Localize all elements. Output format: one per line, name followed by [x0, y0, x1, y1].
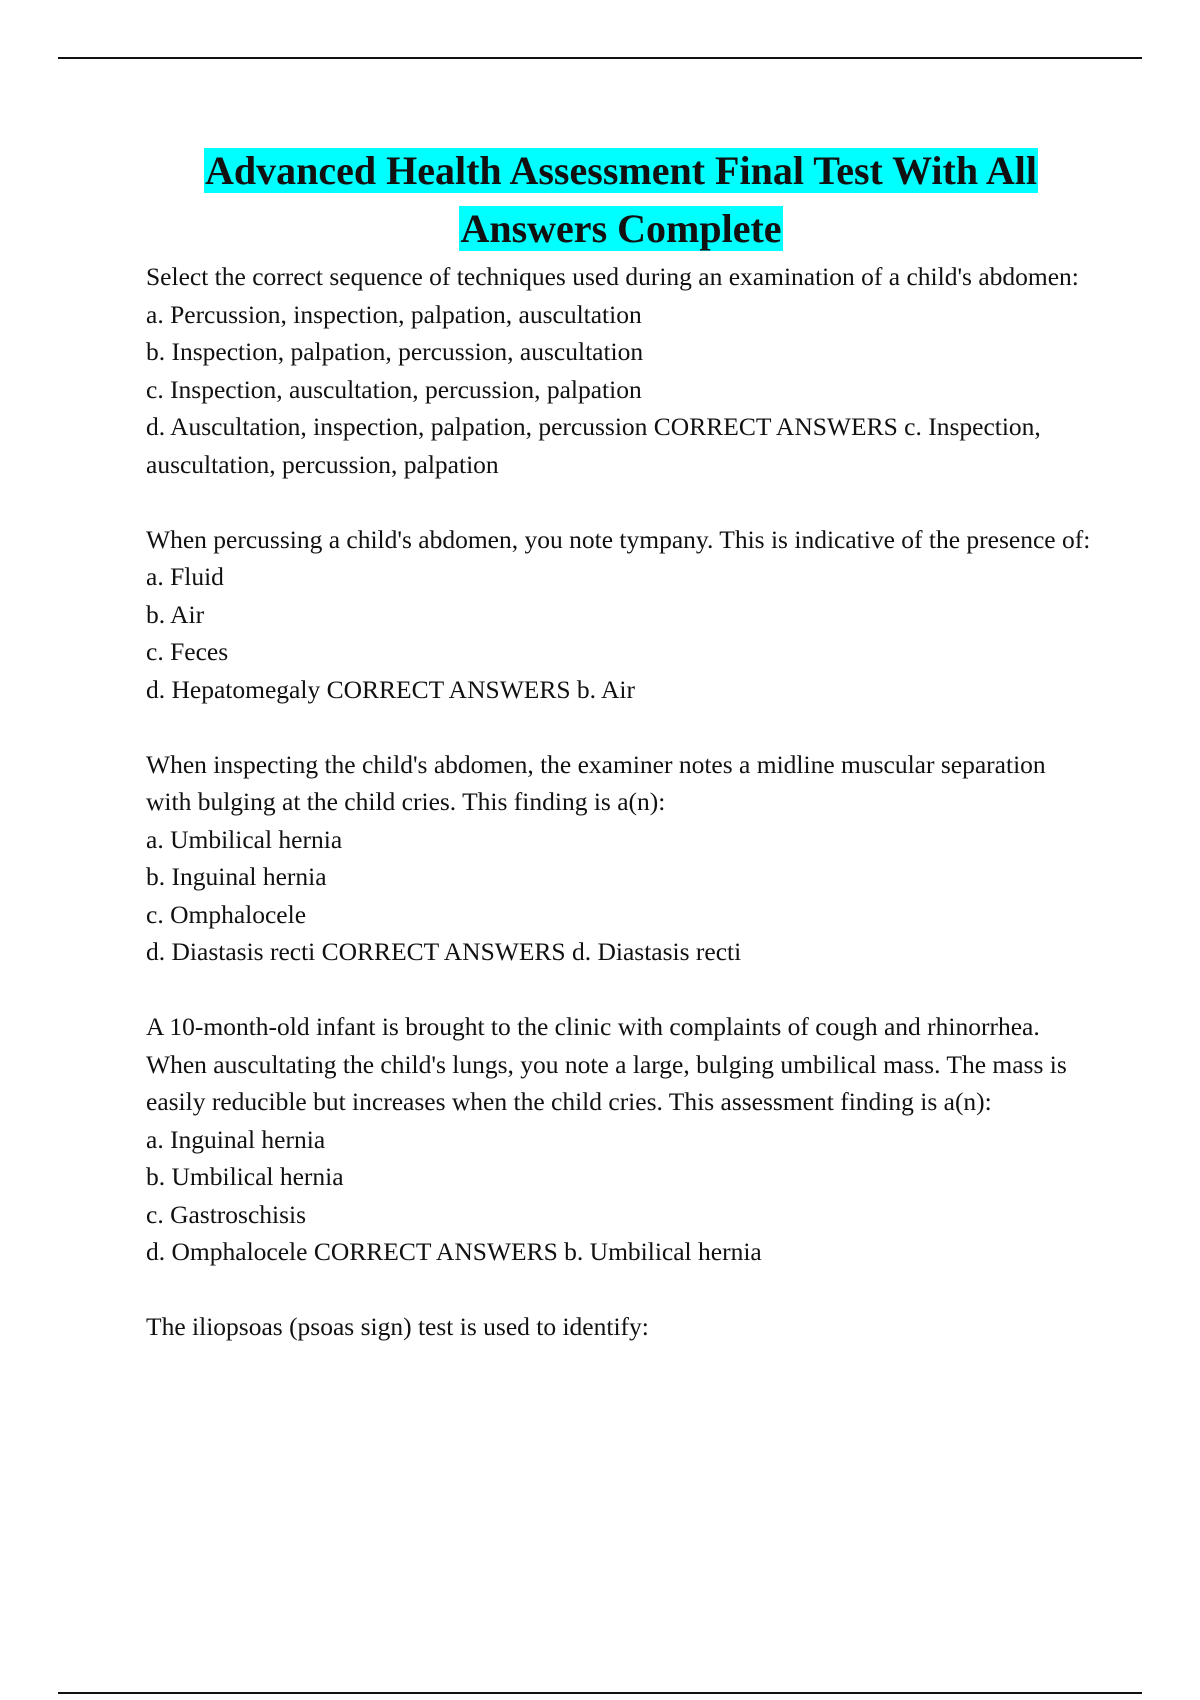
correct-answers-label: CORRECT ANSWERS [326, 674, 571, 704]
answer-option: b. Air [146, 599, 205, 629]
question-stem: The iliopsoas (psoas sign) test is used to identify: [146, 1312, 649, 1341]
answer-option-text: d. Hepatomegaly [146, 674, 321, 704]
answer-option-text: d. Auscultation, inspection, palpation, percussion [146, 412, 648, 441]
answer-option-with-answer [146, 408, 1096, 483]
question-2 [146, 521, 1096, 709]
answer-option-text: d. Diastasis recti [146, 937, 316, 966]
question-1 [146, 258, 1096, 483]
answer-option: a. Percussion, inspection, palpation, auscultation [146, 299, 642, 329]
answer-option: b. Inguinal hernia [146, 862, 327, 891]
bottom-rule [58, 1692, 1142, 1694]
question-stem: When percussing a child's abdomen, you note tympany. This is indicative of the presence of: [146, 524, 1091, 554]
question-stem: When inspecting the child's abdomen, the examiner notes a midline muscular separation with bulging at the child cries. This finding is a(n): [146, 749, 1046, 816]
answer-option: c. Feces [146, 637, 229, 666]
question-stem: A 10-month-old infant is brought to the clinic with complaints of cough and rhinorrhea. When auscultating the child's lungs, you note a large, bulging umbilical mass. The mass is easily reducible but increases when the child cries. This assessment finding is a(n): [146, 1012, 1067, 1116]
question-3 [146, 746, 1096, 971]
correct-answers-label: CORRECT ANSWERS [313, 1237, 558, 1266]
document-page [146, 142, 1096, 1383]
correct-answer: b. Umbilical hernia [564, 1237, 762, 1266]
correct-answer: b. Air [576, 674, 636, 704]
answer-option: a. Fluid [146, 562, 224, 591]
answer-option: a. Umbilical hernia [146, 824, 343, 854]
answer-option-text: d. Omphalocele [146, 1237, 308, 1266]
answer-option: c. Gastroschisis [146, 1199, 307, 1229]
correct-answers-label: CORRECT ANSWERS [653, 412, 898, 441]
top-rule [58, 57, 1142, 59]
answer-option: b. Inspection, palpation, percussion, auscultation [146, 337, 644, 366]
answer-option: c. Inspection, auscultation, percussion, palpation [146, 374, 642, 404]
correct-answer: c. Inspection, auscultation, percussion, palpation [146, 412, 1041, 479]
answer-option-with-answer [146, 671, 1096, 709]
correct-answer: d. Diastasis recti [571, 937, 742, 966]
correct-answers-label: CORRECT ANSWERS [321, 937, 566, 966]
question-stem: Select the correct sequence of techniques used during an examination of a child's abdomen: [146, 262, 1079, 291]
question-5 [146, 1308, 1096, 1346]
answer-option-with-answer [146, 933, 1096, 971]
title-highlight: Advanced Health Assessment Final Test With All Answers Complete [205, 148, 1037, 251]
answer-option: b. Umbilical hernia [146, 1162, 344, 1191]
answer-option-with-answer [146, 1233, 1096, 1271]
question-4 [146, 1008, 1096, 1271]
document-title [146, 142, 1096, 258]
answer-option: a. Inguinal hernia [146, 1124, 326, 1154]
answer-option: c. Omphalocele [146, 899, 307, 929]
